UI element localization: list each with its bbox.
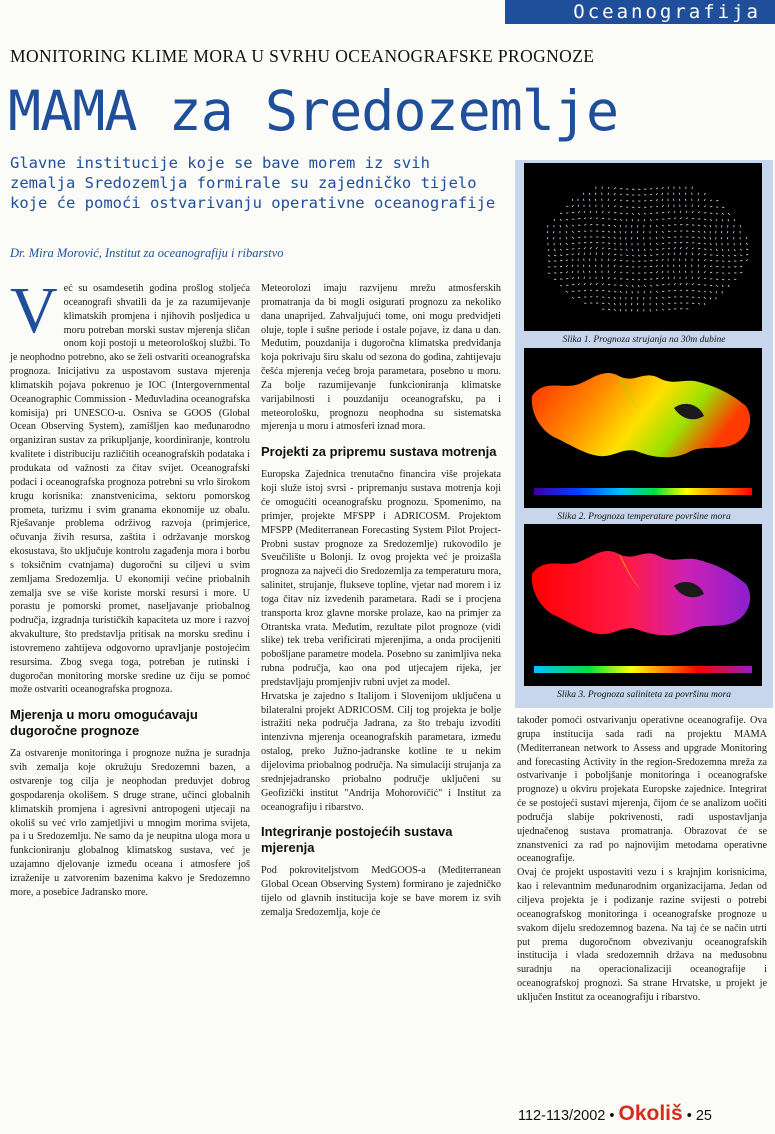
text-column-2 — [261, 282, 501, 920]
subheading-integration: Integriranje postojećih sustava mjerenja — [261, 824, 453, 856]
byline: Dr. Mira Morović, Institut za oceanografiju i ribarstvo — [10, 246, 284, 260]
subheading-measurements: Mjerenja u moru omogućavaju dugoročne prognoze — [10, 707, 198, 739]
body-paragraph: eć su osamdesetih godina prošlog stoljeća oceanografi shvatili da je za razumijevanje klimatskih promjena i njihovih posljedica u moru potreban morski sustav mjerenja sličan onom koji postoji u meteorološkoj službi. To je neophodno potrebno, ako se želi ostvariti oceanografska prognoza. Inicijativu za uspostavom sustava mjerenja klimatskih pojava pokrenuo je IOC (Intergovernmental Oceanographic Commission - Međuvladina oceanografska komisija) pri UNESCO-u. Osniva se GOOS (Global Ocean Observing System), zamišljen kao međunarodno organiziran sustav za prikupljanje, koordiniranje, kontrolu kvalitete i distribuciju različitih oceanografskih podataka i produkata od važnosti za čitav svijet. Oceanografski podaci i oceanografska prognoza potrebni su vrlo širokom krugu korisnika: znanstvenicima, sektoru pomorskog prometa, turizmu i svim granama ekonomije uz obalu. Rješavanje problema održivog razvoja (primjerice, očuvanja živih resursa, zaštita i održavanje morskog ekosustava, što uključuje kontrolu zagađenja mora i borbu s toksičnim cvatnjama) dugoročni su ciljevi u svim zemljama Sredozemlja. U ekonomiji većine priobalnih zemalja sve se više koriste morski resursi i more. U porastu je pomorski promet, naseljavanje priobalnog područja, izgradnja turističkih kapaciteta uz more i razvoj akvakulture, što predstavlja pritisak na morsku sredinu i istovremeno zahtijeva odgovorno upravljanje postojećim resursima. Zbog svega toga, potreban je rutinski i dugoročan monitoring morske sredine uz čiju se pomoć može ostvariti oceanografska prognoza. — [10, 283, 250, 696]
body-paragraph: Pod pokroviteljstvom MedGOOS-a (Mediterranean Global Ocean Observing System) formirano je zajedničko tijelo od glavnih institucija koje se bave morem iz svih zemalja Sredozemlja, koje će — [261, 865, 501, 918]
figure-caption-1: Slika 1. Prognoza strujanja na 30m dubine — [562, 335, 726, 345]
page-title: MAMA za Sredozemlje — [8, 79, 619, 143]
section-banner: Oceanografija — [505, 0, 775, 24]
current-vector-plot — [524, 163, 762, 331]
body-paragraph: Europska Zajednica trenutačno financira više projekata koji služe istoj svrsi - pripremanju sustava motrenja koji će omogućiti oceanografsku prognozu. Spomenimo, na primjer, projekte MFSPP i ADRICOSM. Projektom MFSPP (Mediterranean Forecasting System Pilot Project-Probni sustav prognoze za Sredozemlje) rukovodilo je Sveučilište u Bolonji. Iz ovog projekta već je proizašla prognoza za najveći dio Sredozemlja za temperaturu mora, salinitet, strujanje, flukseve topline, vjetar nad morem i iz toga čitav niz izvedenih parametara. Radi se i procjena transporta kroz glavne morske prolaze, kao na primjer za Otrantska vrata. Međutim, rezultate pilot prognoze (vidi slike) tek treba verificirati mjerenjima, a onda procijeniti pobošljane parametre modela. Posebno su zanimljiva neka rubna područja, kao ona pod utjecajem rijeka, jer predstavljaju promjenjiv rubni uvjet za model. — [261, 469, 501, 688]
figure-caption-3: Slika 3. Prognoza saliniteta za površinu mora — [556, 690, 732, 700]
figure-current-forecast — [524, 163, 762, 331]
magazine-logo: Okoliš — [618, 1102, 683, 1125]
figure-panel — [515, 160, 773, 708]
body-paragraph: Hrvatska je zajedno s Italijom i Slovenijom uključena u bilateralni projekt ADRICOSM. Cilj tog projekta je bolje istražiti neka područja Jadrana, za što trebaju izvoditi intenzivna mjerenja oceanografskih parametara, između ostalog, preko Južno-jadranske kotline te u nekim dijelovima priobalnog područja. Na simulaciji strujanja za srednjejadransko priobalno područje uključeni su Geofizički institut "Andrija Mohorovičić" i Institut za oceanografiju i ribarstvo. — [261, 690, 501, 813]
text-column-3 — [517, 714, 767, 1005]
drop-cap: V — [10, 274, 58, 347]
lead-paragraph: Glavne institucije koje se bave morem iz svih zemalja Sredozemlja formirale su zajedničko tijelo koje će pomoći ostvarivanju operativne oceanografije — [10, 154, 496, 212]
temperature-map — [524, 348, 762, 508]
figure-salinity-forecast — [524, 524, 762, 686]
salinity-map — [524, 524, 762, 686]
subheading-projects: Projekti za pripremu sustava motrenja — [261, 444, 497, 460]
issue-number: 112-113/2002 — [518, 1108, 606, 1124]
footer-bullet: • — [609, 1108, 615, 1124]
page-number: 25 — [695, 1108, 712, 1124]
body-paragraph: Za ostvarenje monitoringa i prognoze nužna je suradnja svih zemalja koje okružuju Sredozemni bazen, a ostvarenje tog cilja je neophodan preduvjet dobrog gospodarenja okolišem. S druge strane, učinci globalnih klimatskih promjena i agresivni antropogeni utjecaji na okoliš su već vrlo zamjetljivi u mnogim morima svijeta, pa i u Sredozemlju. Ne samo da je neupitna uloga mora u funkcioniranju globalnog klimatskog sustava, već je uzajamno djelovanje između oceana i atmosfere još izraženije u zatvorenim bazenima kakvo je Sredozemno more, a posebice Jadransko more. — [10, 748, 250, 898]
figure-caption-2: Slika 2. Prognoza temperature površine mora — [557, 512, 731, 522]
body-paragraph: također pomoći ostvarivanju operativne oceanografije. Ova grupa institucija sada radi na projektu MAMA (Mediterranean network to Assess and upgrade Monitoring and forecasting Activity in the region-Sredozemna mreža za ostvarivanje i poboljšanje monitoringa i oceanografske prognoze) u okviru projekata Europske zajednice. Integrirat će se postojeći sustavi mjerenja, čijom će se analizom uočiti područja slabije pokrivenosti, radi uspostavljanja ujednačenog sustava promatranja. Obrazovat će se znanstvenici za rad po najnovijim metodama operativne oceanografije. — [517, 715, 767, 865]
body-paragraph: Ovaj će projekt uspostaviti vezu i s krajnjim korisnicima, kao i relevantnim međunarodnim organizacijama. Jedan od ciljeva projekta je i podizanje razine svijesti o potrebi oceanografskog monitoringa i oceanografske prognoze u svakom dijelu sredozemnog bazena. Na taj će se način utrti put prema dugoročnom obvezivanju oceanografskih institucija i vlada sredozemnih država na međusobnu suradnju na operacionalizaciji oceanografije i oceanografskoj prognozi. Sa strane Hrvatske, u projekt je uključen Institut za oceanografiju i ribarstvo. — [517, 867, 767, 1003]
text-column-1 — [10, 274, 250, 900]
page-footer — [518, 1102, 768, 1126]
body-paragraph: Meteorolozi imaju razvijenu mrežu atmosferskih promatranja da bi mogli osigurati prognozu za nekoliko dana unaprijed. Zahvaljujući tome, oni mogu predvidjeti oluje, tople i sušne periode i ostale pojave, iz dana u dan. Međutim, pouzdanija i dugoročna klimatska predviđanja koja pokrivaju širu skalu od sezona do godina, zahtijevaju češća mjerenja većeg broja parametara, posebno u moru. Za bolje razumijevanje funkcioniranja klimatske varijabilnosti i pouzdaniju oceanografsku, pa i meteorološku, prognozu neophodna su sistematska mjerenja u moru i atmosferi iznad mora. — [261, 283, 501, 433]
figure-temperature-forecast — [524, 348, 762, 508]
kicker: MONITORING KLIME MORA U SVRHU OCEANOGRAFSKE PROGNOZE — [10, 46, 595, 66]
footer-bullet: • — [686, 1108, 692, 1124]
